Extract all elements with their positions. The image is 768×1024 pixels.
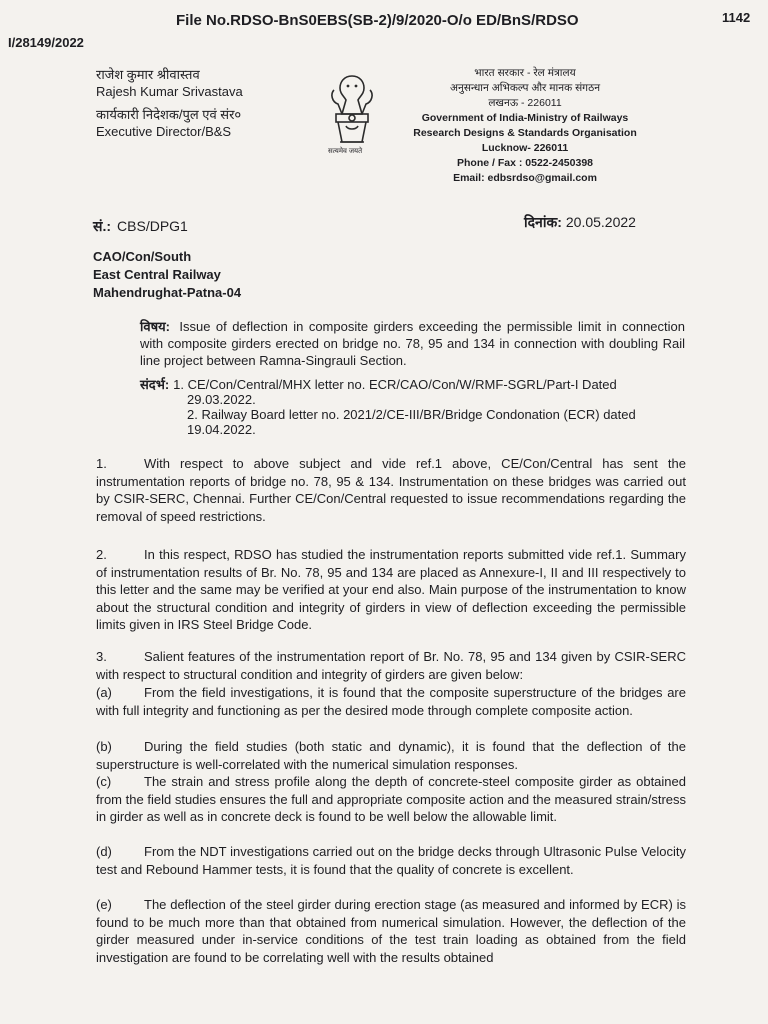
organisation-block <box>410 66 640 186</box>
paragraph-1 <box>96 455 686 525</box>
reference-label: सं.: <box>93 218 112 234</box>
addressee-line: East Central Railway <box>93 267 221 282</box>
page-number: 1142 <box>722 10 751 25</box>
sub-item-e <box>96 896 686 966</box>
org-line3-hindi: लखनऊ - 226011 <box>488 97 562 109</box>
subject-block <box>140 318 685 369</box>
sub-item-b <box>96 738 686 773</box>
paragraph-text: In this respect, RDSO has studied the instrumentation reports submitted vide ref.1. Summary of instrumentation results of Br. No. 78, 95 and 134 are placed as Annexure-I, II and III respectively to this letter and the same may be verified at your end also. Main purpose of the instrumentation to know about the structural condition and integrity of girders in view of deflection exceeding the permissible limits given in IRS Steel Bridge Code. <box>96 547 686 632</box>
subject-label: विषय: <box>140 319 170 334</box>
paragraph-3 <box>96 648 686 683</box>
reference-value: CBS/DPG1 <box>117 218 188 234</box>
org-line2: Research Designs & Standards Organisation <box>413 127 637 139</box>
sub-item-label: (b) <box>96 739 112 754</box>
reference-1-line1: 1. CE/Con/Central/MHX letter no. ECR/CAO/Con/W/RMF-SGRL/Part-I Dated <box>173 377 617 392</box>
sub-item-label: (c) <box>96 774 112 789</box>
sub-item-c <box>96 773 686 826</box>
org-line1: Government of India-Ministry of Railways <box>421 112 629 124</box>
sub-item-text: From the field investigations, it is found that the composite superstructure of the bridges are with full integrity and functioning as per the desired mode through complete composite action. <box>96 685 686 718</box>
sender-designation: Executive Director/B&S <box>96 124 232 139</box>
paragraph-text: With respect to above subject and vide ref.1 above, CE/Con/Central has sent the instrumentation reports of bridge no. 78, 95 & 134. Instrumentation on these bridges was carried out by CSIR-SERC, Chennai. Further CE/Con/Central requested to issue recommendations regarding the removal of speed restrictions. <box>96 456 686 524</box>
sender-name: Rajesh Kumar Srivastava <box>96 84 243 99</box>
sub-item-label: (d) <box>96 844 112 859</box>
sender-designation-hindi: कार्यकारी निदेशक/पुल एवं संर० <box>96 107 242 122</box>
reference-1-line2: 29.03.2022. <box>187 392 256 407</box>
emblem-motto: सत्यमेव जयते <box>328 148 363 155</box>
addressee-block <box>93 248 241 302</box>
diary-number: I/28149/2022 <box>8 35 84 50</box>
sub-item-text: The strain and stress profile along the depth of concrete-steel composite girder as obtained from the field studies ensures the full and appropriate composite action and the measured strain/stress in girder as well as in concrete deck is found to be well below the allowable limit. <box>96 774 686 824</box>
sub-item-text: The deflection of the steel girder during erection stage (as measured and informed by ECR) is found to be much more than that obtained from numerical simulation. However, the deflection of the girder measured under in-service conditions of the test train loading as obtained from the field investigation are found to be correlating well with the results obtained <box>96 897 686 965</box>
reference-number <box>93 217 188 236</box>
reference-2-line1: 2. Railway Board letter no. 2021/2/CE-III/BR/Bridge Condonation (ECR) dated <box>187 407 636 422</box>
sender-block <box>96 66 243 140</box>
sub-item-text: From the NDT investigations carried out on the bridge decks through Ultrasonic Pulse Velocity test and Rebound Hammer tests, it is found that the quality of concrete is excellent. <box>96 844 686 877</box>
sub-item-label: (e) <box>96 897 112 912</box>
date-label: दिनांक: <box>524 214 562 230</box>
org-line2-hindi: अनुसन्धान अभिकल्प और मानक संगठन <box>449 82 601 94</box>
date-value: 20.05.2022 <box>565 214 636 230</box>
org-line3: Lucknow- 226011 <box>481 142 569 154</box>
sender-name-hindi: राजेश कुमार श्रीवास्तव <box>96 67 200 82</box>
references-label: संदर्भ: <box>140 377 170 392</box>
file-number: File No.RDSO-BnS0EBS(SB-2)/9/2020-O/o ED/BnS/RDSO <box>176 12 579 29</box>
paragraph-text: Salient features of the instrumentation report of Br. No. 78, 95 and 134 given by CSIR-SERC with respect to structural condition and integrity of girders are given below: <box>96 649 686 682</box>
addressee-line: CAO/Con/South <box>93 249 192 264</box>
sub-item-a <box>96 684 686 719</box>
letter-date <box>524 213 636 232</box>
references-block <box>140 377 690 437</box>
subject-text: Issue of deflection in composite girders exceeding the permissible limit in connection with composite girders erected on bridge no. 78, 95 and 134 in connection with doubling Rail line project between Ramna-Singrauli Section. <box>140 319 685 368</box>
reference-2-line2: 19.04.2022. <box>187 422 256 437</box>
paragraph-number: 1. <box>96 456 107 471</box>
org-phone: Phone / Fax : 0522-2450398 <box>457 157 593 169</box>
paragraph-number: 2. <box>96 547 107 562</box>
org-line1-hindi: भारत सरकार - रेल मंत्रालय <box>474 67 576 79</box>
paragraph-2 <box>96 546 686 634</box>
addressee-line: Mahendrughat-Patna-04 <box>93 285 242 300</box>
sub-item-d <box>96 843 686 878</box>
sub-item-text: During the field studies (both static and dynamic), it is found that the deflection of the superstructure is well-correlated with the numerical simulation responses. <box>96 739 686 772</box>
paragraph-number: 3. <box>96 649 107 664</box>
org-email: Email: edbsrdso@gmail.com <box>453 172 597 184</box>
sub-item-label: (a) <box>96 685 112 700</box>
